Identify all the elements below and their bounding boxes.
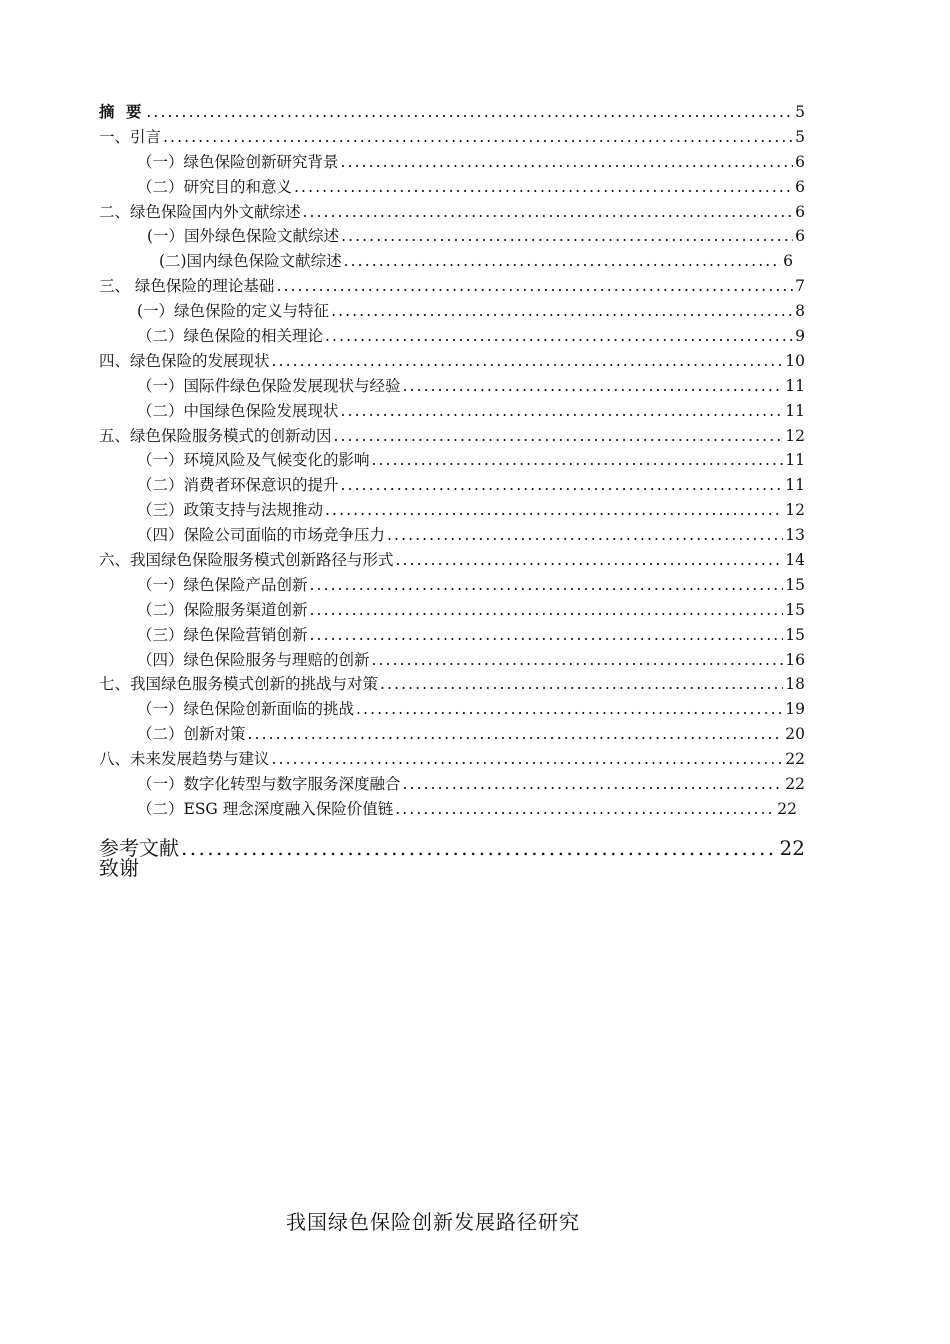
toc-entry[interactable] [99,249,793,274]
toc-entry-label: （一）数字化转型与数字服务深度融合 [137,775,401,794]
toc-entry-label: (二)国内绿色保险文献综述 [159,252,342,271]
toc-entry-label: （一）绿色保险创新面临的挑战 [137,700,355,719]
toc-entry-page: 6 [795,152,805,171]
toc-entry-label: 六、我国绿色保险服务模式创新路径与形式 [99,551,394,570]
dot-leader [310,626,784,644]
dot-leader [181,836,778,860]
toc-entry[interactable] [99,498,805,523]
dot-leader [395,800,775,818]
toc-entry[interactable] [99,200,805,225]
toc-entry[interactable] [99,324,805,349]
toc-entry-page: 8 [795,302,805,321]
dot-leader [163,128,793,146]
dot-leader [403,377,784,395]
dot-leader [272,352,784,370]
document-title: 我国绿色保险创新发展路径研究 [286,1210,580,1234]
toc-entry-label: （二）研究目的和意义 [137,177,293,196]
toc-entry[interactable] [99,274,805,299]
toc-entry-page: 7 [795,277,805,296]
toc-entry-label: （二）ESG 理念深度融入保险价值链 [137,799,394,818]
toc-entry-label: （二）保险服务渠道创新 [137,600,308,619]
dot-leader [276,277,793,295]
toc-entry-page: 6 [795,227,805,246]
toc-entry-page: 5 [795,103,805,121]
toc-entry-page: 22 [785,775,805,794]
dot-leader [372,651,784,669]
dot-leader [380,675,783,693]
toc-entry-page: 6 [783,252,793,271]
toc-entry-page: 11 [785,476,805,495]
dot-leader [310,576,784,594]
dot-leader [248,725,784,743]
dot-leader [272,750,784,768]
toc-entry-label: 五、绿色保险服务模式的创新动因 [99,426,332,445]
toc-entry[interactable] [99,473,805,498]
toc-entry-label: （三）绿色保险营销创新 [137,625,308,644]
toc-entry-page: 11 [785,401,805,420]
dot-leader [356,700,783,718]
toc-entry-page: 18 [785,675,805,694]
toc-entry-page: 11 [785,376,805,395]
toc-entry-label: （二）创新对策 [137,725,246,744]
toc-entry-page: 6 [795,177,805,196]
toc-entry[interactable] [99,598,805,623]
dot-leader [325,327,793,345]
toc-entry-label: （一）绿色保险产品创新 [137,575,308,594]
acknowledgements-entry[interactable]: 致谢 [99,856,139,880]
toc-entry-page: 14 [785,551,805,570]
dot-leader [331,302,793,320]
toc-entry-label: （一）绿色保险创新研究背景 [137,152,339,171]
references-entry[interactable] [99,832,805,861]
toc-entry-page: 22 [777,799,797,818]
toc-entry-label: 二、绿色保险国内外文献综述 [99,202,301,221]
toc-entry-label: 七、我国绿色服务模式创新的挑战与对策 [99,675,379,694]
dot-leader [303,203,794,221]
toc-entry-label: (一）国外绿色保险文献综述 [147,227,340,246]
toc-entry-label: （二）中国绿色保险发展现状 [137,401,339,420]
toc-entry-page: 9 [795,327,805,346]
toc-entry-page: 15 [785,575,805,594]
dot-leader [396,551,784,569]
dot-leader [341,476,784,494]
toc-entry[interactable] [99,672,805,697]
toc-entry-page: 12 [785,426,805,445]
toc-entry-label: 三、 绿色保险的理论基础 [99,277,275,296]
toc-entry-label: 四、绿色保险的发展现状 [99,351,270,370]
toc-entry[interactable] [99,697,805,722]
toc-entry[interactable] [99,299,805,324]
toc-entry[interactable] [99,150,805,175]
references-label: 参考文献 [99,836,179,860]
dot-leader [387,526,783,544]
toc-entry[interactable] [99,100,805,125]
toc-entry-page: 12 [785,501,805,520]
toc-entry-label: 摘 要 [99,102,145,121]
dot-leader [310,601,784,619]
toc-entry[interactable] [99,399,805,424]
toc-entry[interactable] [99,747,805,772]
toc-entry-page: 11 [785,451,805,470]
toc-entry[interactable] [99,797,797,822]
dot-leader [341,227,793,245]
toc-entry[interactable] [99,523,805,548]
references-page: 22 [779,836,805,860]
toc-entry[interactable] [99,125,805,150]
toc-entry-page: 22 [785,750,805,769]
toc-entry[interactable] [99,349,805,374]
toc-entry-page: 15 [785,625,805,644]
toc-entry-page: 5 [795,127,805,146]
dot-leader [344,252,782,270]
toc-entry-page: 13 [785,526,805,545]
toc-entry[interactable] [99,573,805,598]
table-of-contents [99,100,805,822]
dot-leader [341,153,794,171]
toc-entry[interactable] [99,448,805,473]
toc-entry[interactable] [99,374,805,399]
toc-entry[interactable] [99,424,805,449]
dot-leader [341,402,784,420]
toc-entry-label: （四）绿色保险服务与理赔的创新 [137,650,370,669]
toc-entry[interactable] [99,772,805,797]
toc-entry[interactable] [99,548,805,573]
toc-entry-page: 19 [785,700,805,719]
dot-leader [334,427,784,445]
toc-entry-page: 6 [795,202,805,221]
toc-entry[interactable] [99,648,805,673]
toc-entry-label: （一）环境风险及气候变化的影响 [137,451,370,470]
toc-entry-label: （三）政策支持与法规推动 [137,501,324,520]
dot-leader [146,103,793,121]
dot-leader [325,501,783,519]
toc-entry[interactable] [99,722,805,747]
toc-entry-page: 20 [785,725,805,744]
toc-entry-label: （四）保险公司面临的市场竞争压力 [137,526,386,545]
toc-entry-label: （一）国际件绿色保险发展现状与经验 [137,376,401,395]
toc-entry[interactable] [99,623,805,648]
toc-entry-label: （二）消费者环保意识的提升 [137,476,339,495]
toc-entry-label: 一、引言 [99,127,162,146]
toc-entry-page: 10 [785,351,805,370]
toc-entry-label: 八、未来发展趋势与建议 [99,750,270,769]
toc-entry-page: 15 [785,600,805,619]
toc-entry[interactable] [99,175,805,200]
dot-leader [294,178,793,196]
toc-entry-label: (一）绿色保险的定义与特征 [137,302,330,321]
toc-entry[interactable] [99,224,805,249]
dot-leader [403,775,784,793]
toc-entry-page: 16 [785,650,805,669]
toc-entry-label: （二）绿色保险的相关理论 [137,327,324,346]
dot-leader [372,451,784,469]
